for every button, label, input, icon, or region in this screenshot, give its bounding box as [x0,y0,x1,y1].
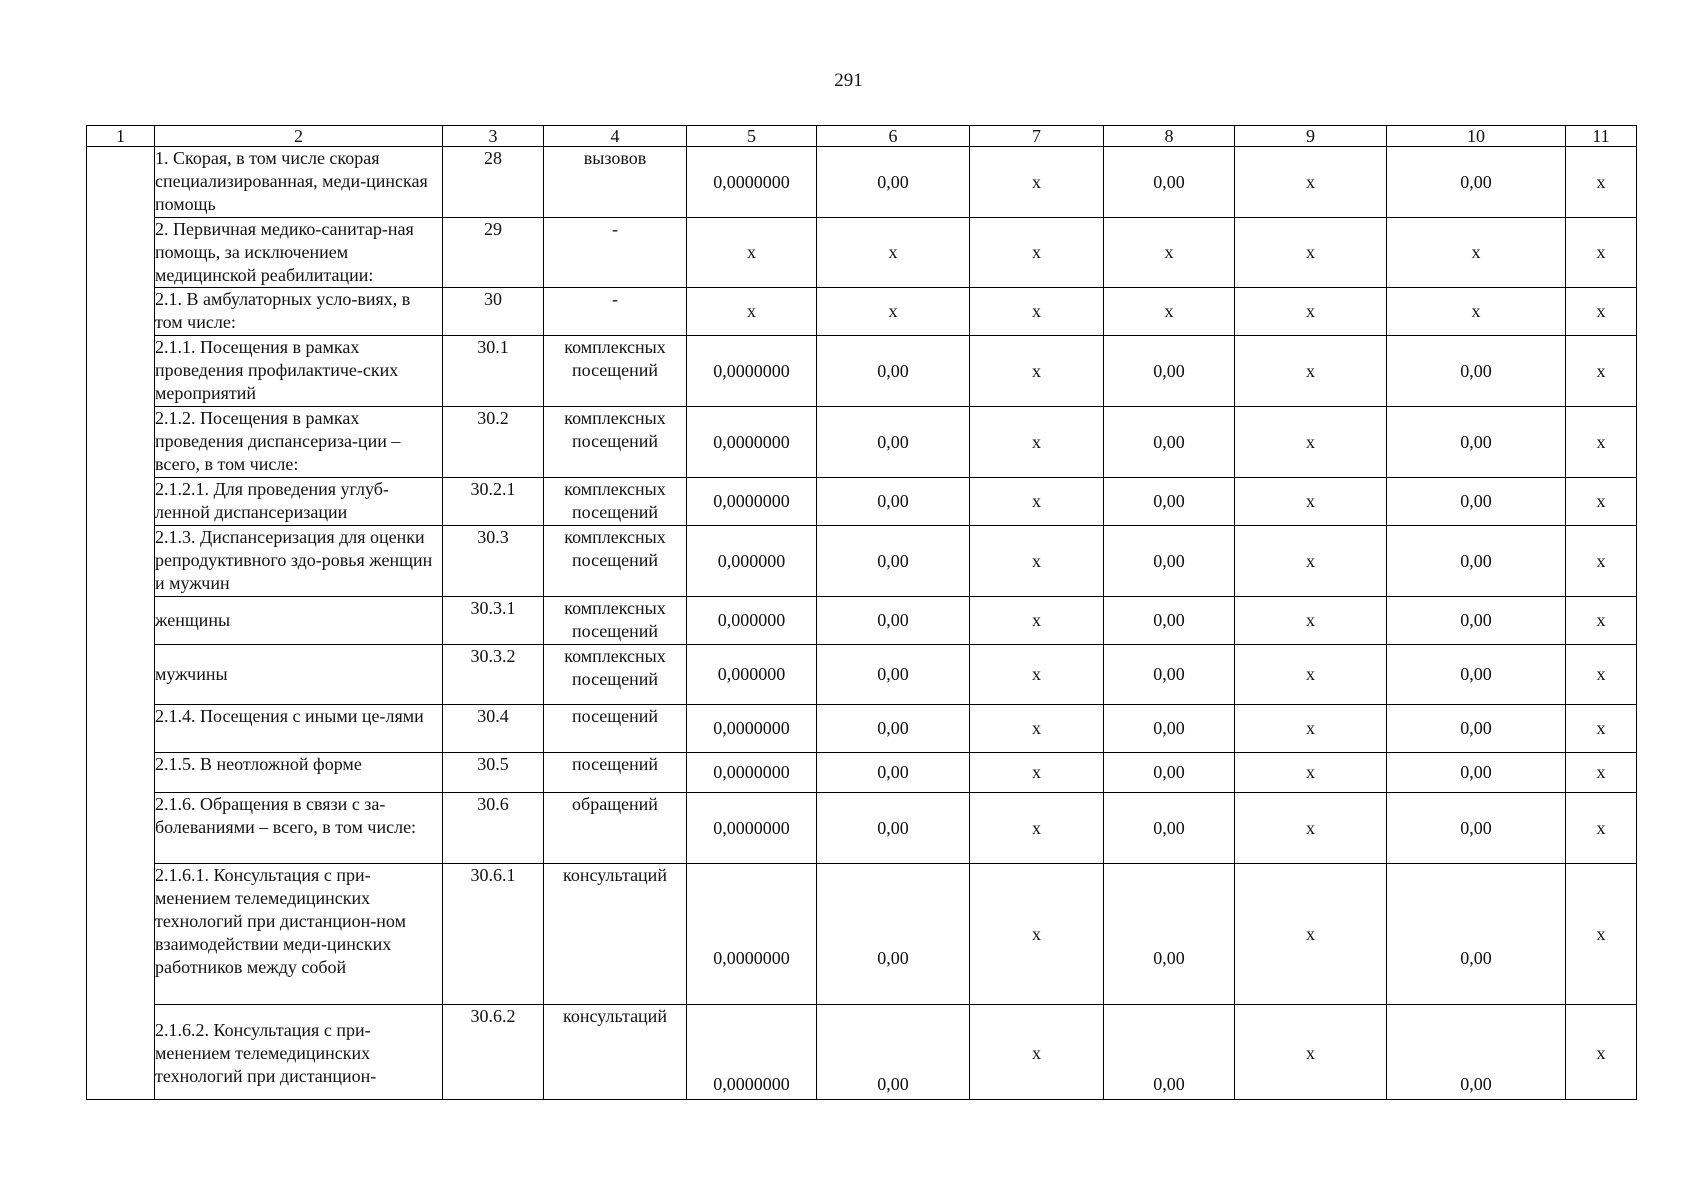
value-cell-11: х [1566,705,1637,753]
value-cell-6: 0,00 [817,478,970,526]
column-header: 2 [155,126,443,147]
value-cell-11: х [1566,864,1637,1005]
row-code-cell: 30.3.1 [443,597,544,645]
value-cell-9: х [1235,478,1387,526]
value-cell-5: 0,0000000 [687,705,817,753]
value-cell-5: 0,0000000 [687,147,817,218]
value-cell-10: 0,00 [1387,753,1566,793]
value-cell-9: х [1235,407,1387,478]
value-cell-11: х [1566,793,1637,864]
value-cell-6: 0,00 [817,645,970,705]
value-cell-9: х [1235,864,1387,1005]
value-cell-6: 0,00 [817,793,970,864]
value-cell-9: х [1235,218,1387,288]
value-cell-11: х [1566,288,1637,336]
value-cell-7: х [970,407,1104,478]
value-cell-6: 0,00 [817,753,970,793]
value-cell-6: 0,00 [817,526,970,597]
table-row [87,753,1637,793]
row-code-cell: 30.6 [443,793,544,864]
value-cell-9: х [1235,526,1387,597]
value-cell-5: 0,000000 [687,645,817,705]
row-unit-cell: комплексных посещений [544,407,687,478]
row-code-cell: 30.5 [443,753,544,793]
value-cell-5: 0,0000000 [687,753,817,793]
table-row [87,597,1637,645]
value-cell-11: х [1566,336,1637,407]
value-cell-5: х [687,288,817,336]
row-name-cell: 2.1.1. Посещения в рамках проведения профилактиче-ских мероприятий [155,336,443,407]
row-name-cell: 2.1.6.1. Консультация с при-менением телемедицинских технологий при дистанцион-ном взаимодействии меди-цинских работников между собой [155,864,443,1005]
row-unit-cell: - [544,288,687,336]
value-cell-5: 0,0000000 [687,478,817,526]
row-name-cell: женщины [155,597,443,645]
page-number: 291 [834,70,863,91]
table-row [87,526,1637,597]
value-cell-8: 0,00 [1104,526,1235,597]
table-row [87,407,1637,478]
row-code-cell: 29 [443,218,544,288]
value-cell-7: х [970,705,1104,753]
row-code-cell: 30 [443,288,544,336]
row-name-cell: 1. Скорая, в том числе скорая специализированная, меди-цинская помощь [155,147,443,218]
column-header: 7 [970,126,1104,147]
value-cell-9: х [1235,705,1387,753]
row-unit-cell: комплексных посещений [544,336,687,407]
value-cell-11: х [1566,1005,1637,1100]
value-cell-9: х [1235,597,1387,645]
value-cell-8: 0,00 [1104,1005,1235,1100]
table-row [87,705,1637,753]
row-name-cell: 2. Первичная медико-санитар-ная помощь, за исключением медицинской реабилитации: [155,218,443,288]
value-cell-5: 0,000000 [687,597,817,645]
value-cell-11: х [1566,526,1637,597]
value-cell-5: 0,0000000 [687,1005,817,1100]
row-unit-cell: обращений [544,793,687,864]
column-header: 6 [817,126,970,147]
row-unit-cell: - [544,218,687,288]
value-cell-6: 0,00 [817,597,970,645]
row-unit-cell: комплексных посещений [544,526,687,597]
row-unit-cell: комплексных посещений [544,597,687,645]
value-cell-9: х [1235,288,1387,336]
value-cell-10: 0,00 [1387,147,1566,218]
table-row [87,645,1637,705]
value-cell-6: 0,00 [817,705,970,753]
row-unit-cell: комплексных посещений [544,645,687,705]
value-cell-11: х [1566,753,1637,793]
row-unit-cell: посещений [544,753,687,793]
row-number-cell [87,147,155,1100]
row-name-cell: 2.1.2.1. Для проведения углуб-ленной диспансеризации [155,478,443,526]
value-cell-7: х [970,218,1104,288]
value-cell-11: х [1566,478,1637,526]
value-cell-11: х [1566,597,1637,645]
data-table [86,125,1637,1100]
table-body [87,126,1637,1100]
row-code-cell: 30.4 [443,705,544,753]
column-header: 10 [1387,126,1566,147]
value-cell-11: х [1566,407,1637,478]
value-cell-7: х [970,147,1104,218]
value-cell-7: х [970,793,1104,864]
value-cell-7: х [970,288,1104,336]
value-cell-9: х [1235,147,1387,218]
row-code-cell: 30.1 [443,336,544,407]
value-cell-6: х [817,218,970,288]
value-cell-5: 0,000000 [687,526,817,597]
header-row [87,126,1637,147]
column-header: 11 [1566,126,1637,147]
value-cell-5: 0,0000000 [687,336,817,407]
value-cell-8: 0,00 [1104,407,1235,478]
value-cell-11: х [1566,645,1637,705]
column-header: 9 [1235,126,1387,147]
value-cell-8: 0,00 [1104,147,1235,218]
value-cell-8: 0,00 [1104,753,1235,793]
value-cell-11: х [1566,147,1637,218]
value-cell-10: 0,00 [1387,597,1566,645]
value-cell-7: х [970,753,1104,793]
table-row [87,288,1637,336]
value-cell-9: х [1235,753,1387,793]
value-cell-8: 0,00 [1104,597,1235,645]
row-code-cell: 30.6.2 [443,1005,544,1100]
row-unit-cell: консультаций [544,1005,687,1100]
row-unit-cell: вызовов [544,147,687,218]
value-cell-7: х [970,864,1104,1005]
value-cell-5: 0,0000000 [687,864,817,1005]
column-header: 3 [443,126,544,147]
row-code-cell: 30.6.1 [443,864,544,1005]
row-unit-cell: посещений [544,705,687,753]
value-cell-11: х [1566,218,1637,288]
table-row [87,336,1637,407]
value-cell-6: 0,00 [817,864,970,1005]
row-code-cell: 30.3.2 [443,645,544,705]
value-cell-10: 0,00 [1387,526,1566,597]
table-row [87,864,1637,1005]
value-cell-9: х [1235,1005,1387,1100]
value-cell-6: 0,00 [817,407,970,478]
row-unit-cell: консультаций [544,864,687,1005]
value-cell-8: 0,00 [1104,793,1235,864]
value-cell-5: х [687,218,817,288]
value-cell-8: х [1104,218,1235,288]
row-name-cell: 2.1. В амбулаторных усло-виях, в том числе: [155,288,443,336]
value-cell-7: х [970,526,1104,597]
row-name-cell: 2.1.5. В неотложной форме [155,753,443,793]
value-cell-5: 0,0000000 [687,793,817,864]
value-cell-8: х [1104,288,1235,336]
table-row [87,147,1637,218]
value-cell-9: х [1235,336,1387,407]
value-cell-10: 0,00 [1387,645,1566,705]
value-cell-10: 0,00 [1387,864,1566,1005]
column-header: 4 [544,126,687,147]
value-cell-10: 0,00 [1387,705,1566,753]
row-code-cell: 30.2 [443,407,544,478]
value-cell-6: х [817,288,970,336]
table-row [87,478,1637,526]
row-unit-cell: комплексных посещений [544,478,687,526]
row-code-cell: 28 [443,147,544,218]
value-cell-10: 0,00 [1387,336,1566,407]
table-row [87,218,1637,288]
value-cell-10: 0,00 [1387,478,1566,526]
row-name-cell: 2.1.2. Посещения в рамках проведения диспансериза-ции – всего, в том числе: [155,407,443,478]
value-cell-7: х [970,645,1104,705]
value-cell-8: 0,00 [1104,336,1235,407]
value-cell-8: 0,00 [1104,478,1235,526]
value-cell-10: 0,00 [1387,1005,1566,1100]
table-row [87,793,1637,864]
value-cell-5: 0,0000000 [687,407,817,478]
value-cell-6: 0,00 [817,1005,970,1100]
value-cell-7: х [970,478,1104,526]
value-cell-7: х [970,597,1104,645]
value-cell-8: 0,00 [1104,864,1235,1005]
value-cell-7: х [970,1005,1104,1100]
row-code-cell: 30.2.1 [443,478,544,526]
row-name-cell: 2.1.6.2. Консультация с при-менением телемедицинских технологий при дистанцион- [155,1005,443,1100]
value-cell-7: х [970,336,1104,407]
value-cell-10: 0,00 [1387,407,1566,478]
row-name-cell: 2.1.4. Посещения с иными це-лями [155,705,443,753]
value-cell-9: х [1235,645,1387,705]
value-cell-9: х [1235,793,1387,864]
table-row [87,1005,1637,1100]
value-cell-6: 0,00 [817,147,970,218]
value-cell-8: 0,00 [1104,645,1235,705]
value-cell-6: 0,00 [817,336,970,407]
row-name-cell: мужчины [155,645,443,705]
row-name-cell: 2.1.3. Диспансеризация для оценки репродуктивного здо-ровья женщин и мужчин [155,526,443,597]
value-cell-8: 0,00 [1104,705,1235,753]
value-cell-10: х [1387,218,1566,288]
row-name-cell: 2.1.6. Обращения в связи с за-болеваниями – всего, в том числе: [155,793,443,864]
column-header: 8 [1104,126,1235,147]
column-header: 5 [687,126,817,147]
column-header: 1 [87,126,155,147]
row-code-cell: 30.3 [443,526,544,597]
value-cell-10: х [1387,288,1566,336]
value-cell-10: 0,00 [1387,793,1566,864]
